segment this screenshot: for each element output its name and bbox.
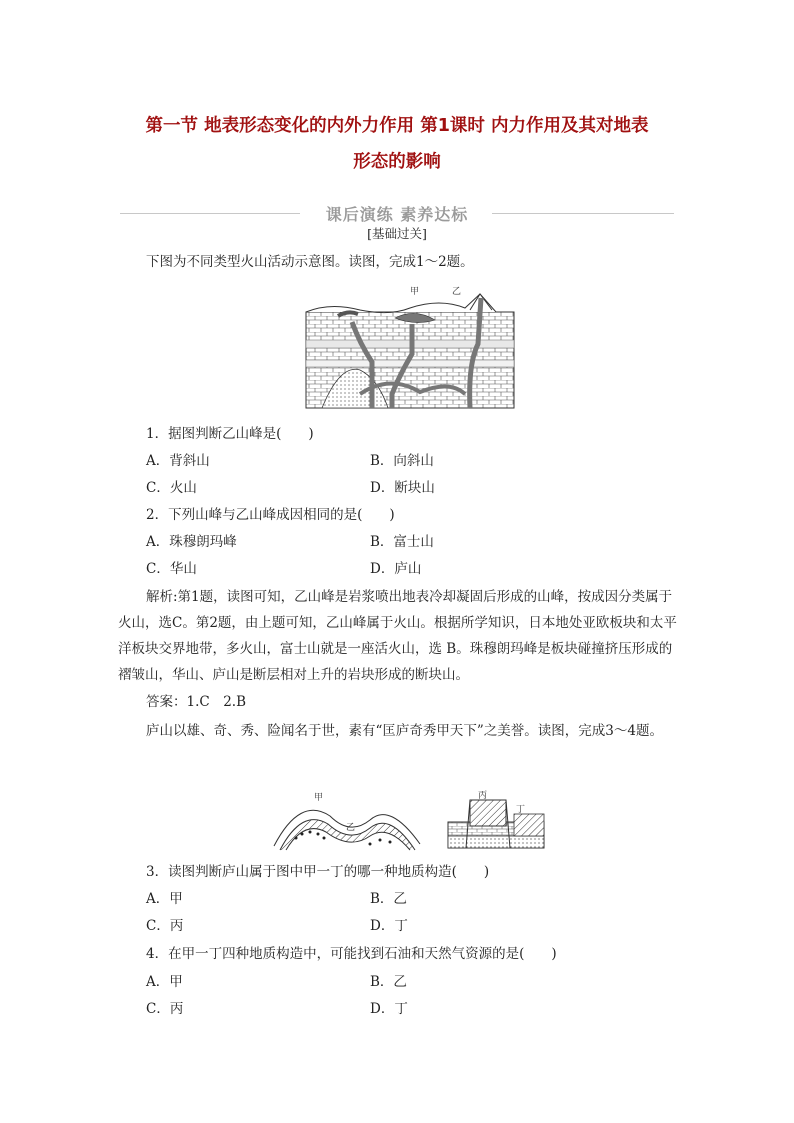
geologic-structure-diagram (270, 790, 545, 854)
q4-stem: 4．在甲一丁四种地质构造中，可能找到石油和天然气资源的是( ) (146, 946, 557, 962)
fig1-label-yi: 乙 (452, 287, 462, 297)
fig1-label-jia: 甲 (410, 287, 420, 297)
intro-lushan: 庐山以雄、奇、秀、险闻名于世，素有“匡庐奇秀甲天下”之美誉。读图，完成3～4题。 (146, 723, 663, 739)
fig2-label-yi: 乙 (346, 823, 356, 833)
section-banner (120, 202, 674, 224)
q2-stem: 2．下列山峰与乙山峰成因相同的是( ) (146, 507, 395, 523)
fig2-label-jia: 甲 (314, 793, 324, 803)
q1-option-b[interactable]: B．向斜山 (370, 453, 434, 469)
q3-option-b[interactable]: B．乙 (370, 891, 407, 907)
q2-option-c[interactable]: C．华山 (146, 561, 197, 577)
q3-stem: 3．读图判断庐山属于图中甲一丁的哪一种地质构造( ) (146, 864, 490, 880)
q2-option-a[interactable]: A．珠穆朗玛峰 (146, 534, 237, 550)
intro-volcano: 下图为不同类型火山活动示意图。读图，完成1～2题。 (146, 254, 474, 270)
q4-option-a[interactable]: A．甲 (146, 974, 183, 990)
q4-option-c[interactable]: C．丙 (146, 1001, 184, 1017)
page-title-line2: 形态的影响 (353, 152, 441, 172)
banner-text: 课后演练 素养达标 (325, 205, 469, 224)
answer-text: 答案：1.C 2.B (146, 694, 247, 710)
volcano-diagram (300, 284, 520, 414)
analysis-text: 解析:第1题，读图可知，乙山峰是岩浆喷出地表冷却凝固后形成的山峰，按成因分类属于火山，选C。第2题，由上题可知，乙山峰属于火山。根据所学知识，日本地处亚欧板块和太平洋板块交界地带，多火山，富士山就是一座活火山，选 B。珠穆朗玛峰是板块碰撞挤压形成的褶皱山，华山、庐山是断层相对上升的岩块形成的断块山。 (118, 589, 677, 683)
section-label: [基础过关] (367, 226, 427, 241)
q2-option-d[interactable]: D．庐山 (370, 561, 422, 577)
q3-option-a[interactable]: A．甲 (146, 891, 183, 907)
fig2-label-ding: 丁 (516, 805, 526, 815)
q1-stem: 1．据图判断乙山峰是( ) (146, 426, 314, 442)
page-title-line1: 第一节 地表形态变化的内外力作用 第1课时 内力作用及其对地表 (145, 116, 649, 136)
q1-option-c[interactable]: C．火山 (146, 480, 197, 496)
fig2-label-bing: 丙 (478, 791, 488, 801)
q1-option-a[interactable]: A．背斜山 (146, 453, 210, 469)
q4-option-b[interactable]: B．乙 (370, 974, 407, 990)
q3-option-d[interactable]: D．丁 (370, 918, 408, 934)
q3-option-c[interactable]: C．丙 (146, 918, 184, 934)
q1-option-d[interactable]: D．断块山 (370, 480, 435, 496)
q4-option-d[interactable]: D．丁 (370, 1001, 408, 1017)
q2-option-b[interactable]: B．富士山 (370, 534, 434, 550)
